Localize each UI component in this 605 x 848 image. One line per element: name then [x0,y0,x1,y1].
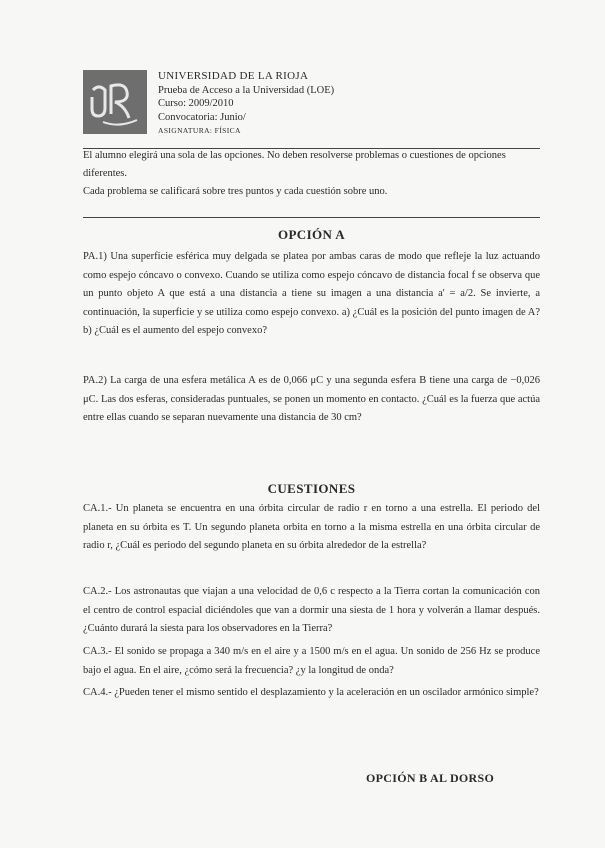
question-ca2: CA.2.- Los astronautas que viajan a una velocidad de 0,6 c respecto a la Tierra cortan la comunicación con el centro de control espacial diciéndoles que van a dormir una siesta de 1 hora y volverán a llamar después. ¿Cuánto durará la siesta para los observadores en la Tierra? [83,586,540,635]
question-ca1: CA.1.- Un planeta se encuentra en una órbita circular de radio r en torno a una estrella. El periodo del planeta en su órbita es T. Un segundo planeta orbita en torno a la misma estrella en una órbita circular de radio r, ¿Cuál es periodo del segundo planeta en su órbita alrededor de la estrella? [83,503,540,552]
instructions [83,147,540,201]
question-ca4: CA.4.- ¿Pueden tener el mismo sentido el desplazamiento y la aceleración en un oscilador armónico simple? [83,687,539,698]
problem-pa2: PA.2) La carga de una esfera metálica A es de 0,066 μC y una segunda esfera B tiene una carga de −0,026 μC. Las dos esferas, consideradas puntuales, se ponen un momento en contacto. ¿Cuál es la fuerza que actúa entre ellas cuando se separan nuevamente una distancia de 30 cm? [83,375,540,424]
option-a-title: OPCIÓN A [277,227,346,242]
instructions-divider [83,217,540,218]
university-logo [83,70,147,134]
university-logo-icon [83,70,147,134]
exam-session: Convocatoria: Junio/ [158,111,246,123]
subject: ASIGNATURA: FÍSICA [158,126,241,135]
problem-pa1: PA.1) Una superficie esférica muy delgada se platea por ambas caras de modo que refleje la luz actuando como espejo cóncavo o convexo. Cuando se utiliza como espejo cóncavo de distancia focal f se observa que un punto objeto A que está a una distancia a tiene su imagen a una distancia a' = a/2. Se invierte, a continuación, la superficie y se utiliza como espejo convexo. a) ¿Cuál es la posición del punto imagen de A? b) ¿Cuál es el aumento del espejo convexo? [83,251,540,337]
question-ca3: CA.3.- El sonido se propaga a 340 m/s en el aire y a 1500 m/s en el agua. Un sonido de 256 Hz se produce bajo el agua. En el aire, ¿cómo será la frecuencia? ¿y la longitud de onda? [83,646,540,676]
instruction-line: El alumno elegirá una sola de las opciones. No deben resolverse problemas o cuestiones de opciones diferentes. [83,150,506,179]
exam-header [158,70,334,138]
exam-name: Prueba de Acceso a la Universidad (LOE) [158,84,335,96]
cuestiones-title: CUESTIONES [267,481,356,496]
university-name: UNIVERSIDAD DE LA RIOJA [158,70,309,82]
course-year: Curso: 2009/2010 [158,98,234,109]
instruction-line: Cada problema se calificará sobre tres puntos y cada cuestión sobre uno. [83,186,388,197]
option-b-note: OPCIÓN B AL DORSO [366,771,495,785]
